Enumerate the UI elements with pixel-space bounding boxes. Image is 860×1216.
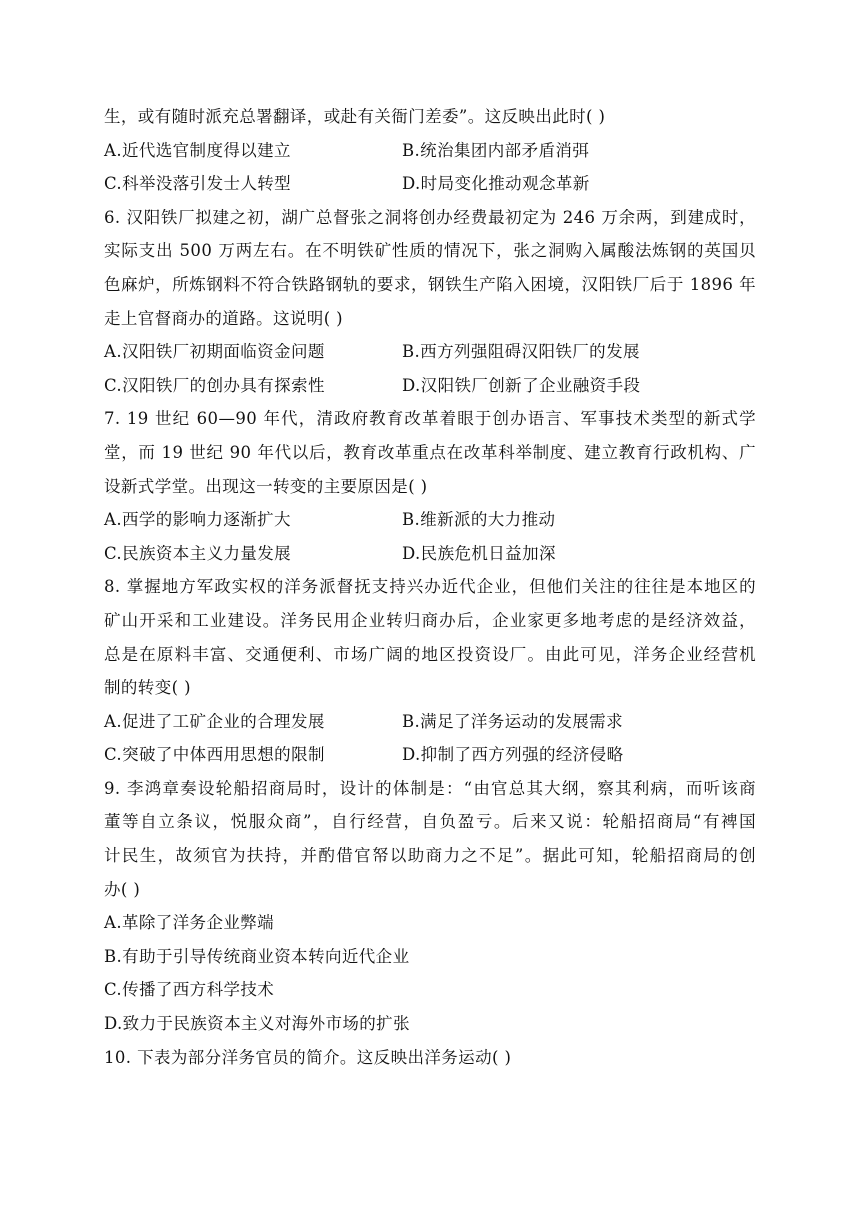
q7-stem-line: 设新式学堂。出现这一转变的主要原因是( ) xyxy=(104,476,428,496)
q7-option-c[interactable]: C.民族资本主义力量发展 xyxy=(104,543,292,563)
q8-stem-line: 制的转变( ) xyxy=(104,678,191,698)
q6-option-d[interactable]: D.汉阳铁厂创新了企业融资手段 xyxy=(402,375,641,395)
q6-option-b[interactable]: B.西方列强阻碍汉阳铁厂的发展 xyxy=(402,342,640,362)
q9-option-c[interactable]: C.传播了西方科学技术 xyxy=(104,980,275,1000)
q9-stem-line: 办( ) xyxy=(104,879,141,899)
q8-option-c[interactable]: C.突破了中体西用思想的限制 xyxy=(104,745,325,765)
q8-option-d[interactable]: D.抑制了西方列强的经济侵略 xyxy=(402,745,624,765)
q6-options-row-1 xyxy=(104,335,756,369)
exam-page xyxy=(104,100,756,1074)
q5-option-b[interactable]: B.统治集团内部矛盾消弭 xyxy=(402,140,590,160)
q7-options-row-2 xyxy=(104,537,756,571)
q8-stem-line: 矿山开采和工业建设。洋务民用企业转归商办后，企业家更多地考虑的是经济效益， xyxy=(104,610,756,630)
q5-options-row-1 xyxy=(104,134,756,168)
q9-option-d[interactable]: D.致力于民族资本主义对海外市场的扩张 xyxy=(104,1014,410,1034)
q9-option-a[interactable]: A.革除了洋务企业弊端 xyxy=(104,913,275,933)
q7-stem-line: 7. 19 世纪 60—90 年代，清政府教育改革着眼于创办语言、军事技术类型的新式学 xyxy=(104,409,756,429)
q8-options-row-1 xyxy=(104,705,756,739)
q9-stem-line: 董等自立条议，悦服众商”，自行经营，自负盈亏。后来又说：轮船招商局“有裨国 xyxy=(104,812,756,832)
q9-option-b[interactable]: B.有助于引导传统商业资本转向近代企业 xyxy=(104,946,410,966)
q5-option-c[interactable]: C.科举没落引发士人转型 xyxy=(104,174,292,194)
q7-options-row-1 xyxy=(104,503,756,537)
q6-stem-line: 实际支出 500 万两左右。在不明铁矿性质的情况下，张之洞购入属酸法炼钢的英国贝 xyxy=(104,241,756,261)
q7-stem-line: 堂，而 19 世纪 90 年代以后，教育改革重点在改革科举制度、建立教育行政机构、广 xyxy=(104,442,756,462)
q6-options-row-2 xyxy=(104,369,756,403)
q5-options-row-2 xyxy=(104,167,756,201)
q10-stem: 10. 下表为部分洋务官员的简介。这反映出洋务运动( ) xyxy=(104,1047,512,1067)
q5-option-d[interactable]: D.时局变化推动观念革新 xyxy=(402,174,590,194)
q8-option-b[interactable]: B.满足了洋务运动的发展需求 xyxy=(402,711,623,731)
q7-option-b[interactable]: B.维新派的大力推动 xyxy=(402,510,556,530)
q8-stem-line: 总是在原料丰富、交通便利、市场广阔的地区投资设厂。由此可见，洋务企业经营机 xyxy=(104,644,756,664)
q6-option-a[interactable]: A.汉阳铁厂初期面临资金问题 xyxy=(104,342,325,362)
q7-option-d[interactable]: D.民族危机日益加深 xyxy=(402,543,556,563)
q6-stem-line: 色麻炉，所炼钢料不符合铁路钢轨的要求，钢铁生产陷入困境，汉阳铁厂后于 1896 年 xyxy=(104,274,756,294)
q6-option-c[interactable]: C.汉阳铁厂的创办具有探索性 xyxy=(104,375,325,395)
q9-stem-line: 9. 李鸿章奏设轮船招商局时，设计的体制是：“由官总其大纲，察其利病，而听该商 xyxy=(104,778,756,798)
q6-stem-line: 6. 汉阳铁厂拟建之初，湖广总督张之洞将创办经费最初定为 246 万余两，到建成时， xyxy=(104,207,756,227)
q9-stem-line: 计民生，故须官为扶持，并酌借官帑以助商力之不足”。据此可知，轮船招商局的创 xyxy=(104,846,756,866)
q6-stem-line: 走上官督商办的道路。这说明( ) xyxy=(104,308,344,328)
q5-option-a[interactable]: A.近代选官制度得以建立 xyxy=(104,140,291,160)
q8-options-row-2 xyxy=(104,738,756,772)
q8-stem-line: 8. 掌握地方军政实权的洋务派督抚支持兴办近代企业，但他们关注的往往是本地区的 xyxy=(104,577,756,597)
q7-option-a[interactable]: A.西学的影响力逐渐扩大 xyxy=(104,510,291,530)
q5-stem-tail: 生，或有随时派充总署翻译，或赴有关衙门差委”。这反映出此时( ) xyxy=(104,107,606,126)
q8-option-a[interactable]: A.促进了工矿企业的合理发展 xyxy=(104,711,325,731)
